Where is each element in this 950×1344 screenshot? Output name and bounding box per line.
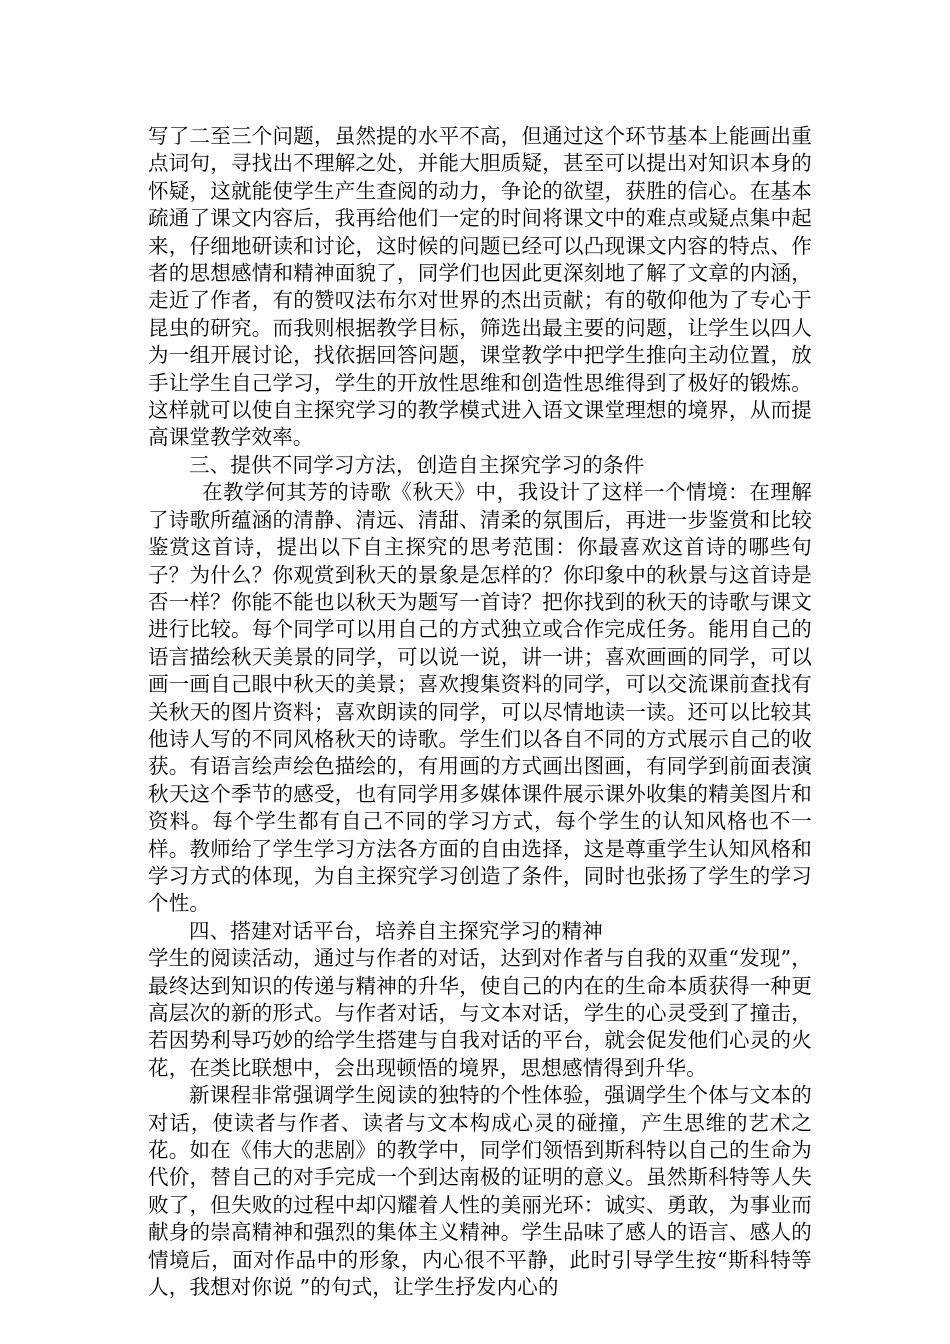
paragraph-continued: 写了二至三个问题，虽然提的水平不高，但通过这个环节基本上能画出重点词句，寻找出不理解之处，并能大胆质疑，甚至可以提出对知识本身的怀疑，这就能使学生产生查阅的动力，争论的欲望，获胜的信心。在基本疏通了课文内容后，我再给他们一定的时间将课文中的难点或疑点集中起来，仔细地研读和讨论，这时候的问题已经可以凸现课文内容的特点、作者的思想感情和精神面貌了，同学们也因此更深刻地了解了文章的内涵，走近了作者，有的赞叹法布尔对世界的杰出贡献；有的敬仰他为了专心于昆虫的研究。而我则根据教学目标，筛选出最主要的问题，让学生以四人为一组开展讨论，找依据回答问题，课堂教学中把学生推向主动位置，放手让学生自己学习，学生的开放性思维和创造性思维得到了极好的锻炼。这样就可以使自主探究学习的教学模式进入语文课堂理想的境界，从而提高课堂教学效率。	[148, 124, 812, 450]
document-body	[148, 123, 812, 1301]
section-heading-four: 四、搭建对话平台，培养自主探究学习的精神	[189, 918, 603, 943]
paragraph-autumn-poem: 在教学何其芳的诗歌《秋天》中，我设计了这样一个情境：在理解了诗歌所蕴涵的清静、清远、清甜、清柔的氛围后，再进一步鉴赏和比较鉴赏这首诗，提出以下自主探究的思考范围：你最喜欢这首诗的哪些句子？为什么？你观赏到秋天的景象是怎样的？你印象中的秋景与这首诗是否一样？你能不能也以秋天为题写一首诗？把你找到的秋天的诗歌与课文进行比较。每个同学可以用自己的方式独立或合作完成任务。能用自己的语言描绘秋天美景的同学，可以说一说，讲一讲；喜欢画画的同学，可以画一画自己眼中秋天的美景；喜欢搜集资料的同学，可以交流课前查找有关秋天的图片资料；喜欢朗读的同学，可以尽情地读一读。还可以比较其他诗人写的不同风格秋天的诗歌。学生们以各自不同的方式展示自己的收获。有语言绘声绘色描绘的，有用画的方式画出图画，有同学到前面表演秋天这个季节的感受，也有同学用多媒体课件展示课外收集的精美图片和资料。每个学生都有自己不同的学习方式，每个学生的认知风格也不一样。教师给了学生学习方法各方面的自由选择，这是尊重学生认知风格和学习方式的体现，为自主探究学习创造了条件，同时也张扬了学生的学习个性。	[148, 480, 812, 916]
paragraph-new-curriculum: 新课程非常强调学生阅读的独特的个性体验，强调学生个体与文本的对话，使读者与作者、读者与文本构成心灵的碰撞，产生思维的艺术之花。如在《伟大的悲剧》的教学中，同学们领悟到斯科特以自己的生命为代价，替自己的对手完成一个到达南极的证明的意义。虽然斯科特等人失败了，但失败的过程中却闪耀着人性的美丽光环：诚实、勇敢，为事业而献身的崇高精神和强烈的集体主义精神。学生品味了感人的语言、感人的情境后，面对作品中的形象，内心很不平静，此时引导学生按“斯科特等人，我想对你说 ”的句式，让学生抒发内心的	[148, 1083, 812, 1300]
section-heading-three: 三、提供不同学习方法，创造自主探究学习的条件	[189, 452, 645, 477]
paragraph-dialogue: 学生的阅读活动，通过与作者的对话，达到对作者与自我的双重“发现”，最终达到知识的传递与精神的升华，使自己的内在的生命本质获得一种更高层次的新的形式。与作者对话，与文本对话，学生的心灵受到了撞击，若因势利导巧妙的给学生搭建与自我对话的平台，就会促发他们心灵的火花，在类比联想中，会出现顿悟的境界，思想感情得到升华。	[148, 946, 812, 1080]
